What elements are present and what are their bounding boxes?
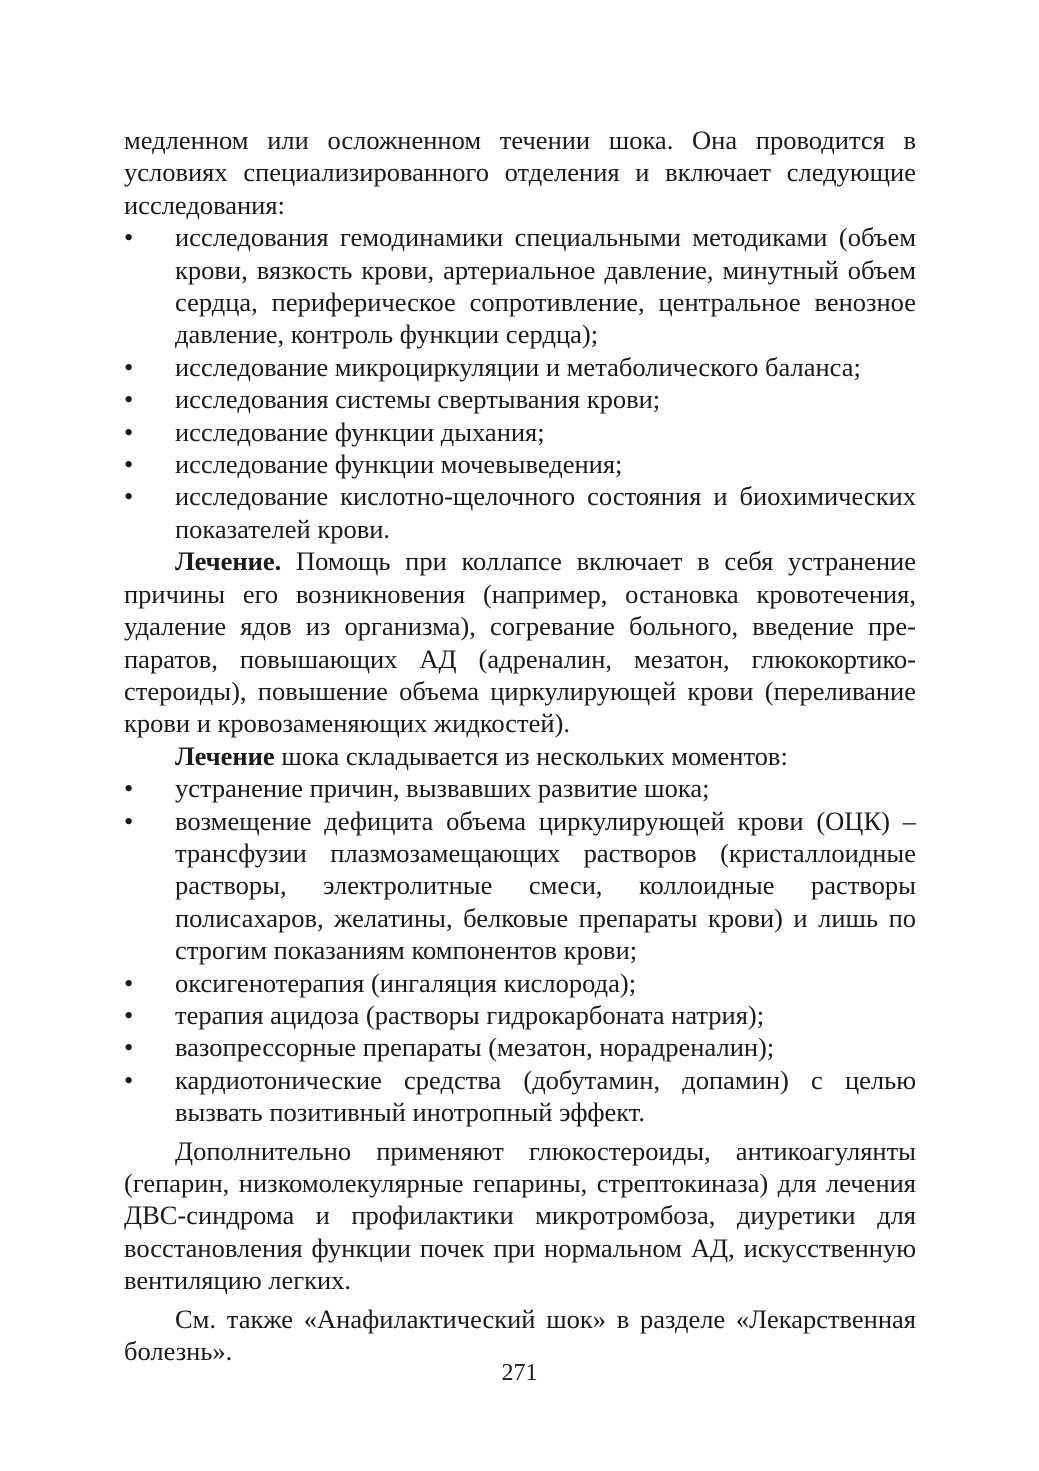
- page-number: 271: [501, 1360, 538, 1386]
- list-item-text: терапия ацидоза (растворы гидрокарбоната натрия);: [175, 999, 765, 1030]
- bullet-icon: •: [124, 999, 134, 1030]
- additional-paragraph: Дополнительно применяют глюкостероиды, антикоагулянты (гепарин, низкомолекулярные гепарины, стрептокиназа) для лечения ДВС-синдрома и профилактики микротромбоза, диуретики для восстановления функции почек при нормальном АД, искусственную вентиляцию легких.: [124, 1135, 916, 1296]
- shock-steps-list: [124, 772, 916, 1128]
- bullet-icon: •: [124, 384, 134, 415]
- bullet-icon: •: [124, 805, 134, 836]
- list-item: [124, 1064, 916, 1129]
- list-item-text: исследования гемодинамики специальными методиками (объем крови, вязкость крови, артериальное давление, минутный объем сердца, периферическое сопротивление, центральное венозное давление, контроль функции сердца);: [175, 222, 916, 350]
- list-item-text: исследование кислотно-щелочного состояния и биохимических показателей крови.: [175, 481, 916, 544]
- list-item-text: исследование функции дыхания;: [175, 416, 545, 447]
- list-item-text: исследование микроциркуляции и метаболического баланса;: [175, 351, 861, 382]
- bullet-icon: •: [124, 1064, 134, 1095]
- bullet-icon: •: [124, 222, 134, 253]
- list-item: [124, 805, 916, 967]
- bullet-icon: •: [124, 481, 134, 512]
- list-item-text: оксигенотерапия (ингаляция кислорода);: [175, 967, 637, 998]
- list-item: [124, 448, 916, 480]
- collapse-treatment-heading: Лечение.: [175, 546, 282, 577]
- list-item: [124, 480, 916, 545]
- list-item: [124, 383, 916, 415]
- list-item-text: исследование функции мочевыведения;: [175, 449, 623, 480]
- bullet-icon: •: [124, 351, 134, 382]
- see-also-paragraph: См. также «Анафилактический шок» в разделе «Лекарственная болезнь».: [124, 1303, 916, 1367]
- shock-treatment-text: шока складывается из нескольких моментов:: [274, 740, 788, 771]
- page-body: [124, 124, 916, 1367]
- bullet-icon: •: [124, 1032, 134, 1063]
- list-item-text: кардиотонические средства (добутамин, допамин) с целью вызвать позитивный инотропный эффект.: [175, 1064, 916, 1128]
- list-item: [124, 967, 916, 999]
- list-item: [124, 772, 916, 804]
- investigations-list: [124, 221, 916, 545]
- intro-paragraph: медленном или осложненном течении шока. Она проводится в условиях специализированного отделения и включает следующие исследования:: [124, 125, 916, 220]
- list-item-text: возмещение дефицита объема циркулирующей крови (ОЦК) – трансфузии плазмозамещающих растворов (кристаллоидные растворы, электролитные смеси, коллоидные растворы полисахаров, желатины, белковые препараты крови) и лишь по строгим показаниям компонентов крови;: [175, 805, 916, 966]
- list-item-text: вазопрессорные препараты (мезатон, норадреналин);: [175, 1032, 775, 1063]
- collapse-treatment-text: Помощь при коллапсе включает в себя устранение причины его возникновения (например, остановка кровотечения, удаление ядов из организма), согревание больного, введение препаратов, повышающих АД (адреналин, мезатон, глюкокортикостероиды), повышение объема циркулирующей крови (переливание крови и кровозаменяющих жидкостей).: [124, 546, 916, 739]
- list-item-text: устранение причин, вызвавших развитие шока;: [175, 773, 710, 804]
- shock-treatment-heading: Лечение: [175, 740, 275, 771]
- bullet-icon: •: [124, 449, 134, 480]
- list-item: [124, 351, 916, 383]
- list-item: [124, 999, 916, 1031]
- list-item: [124, 221, 916, 351]
- list-item-text: исследования системы свертывания крови;: [175, 384, 661, 415]
- list-item: [124, 1031, 916, 1063]
- list-item: [124, 416, 916, 448]
- shock-treatment-paragraph: [124, 740, 916, 772]
- bullet-icon: •: [124, 773, 134, 804]
- collapse-treatment-paragraph: [124, 545, 916, 739]
- bullet-icon: •: [124, 967, 134, 998]
- bullet-icon: •: [124, 416, 134, 447]
